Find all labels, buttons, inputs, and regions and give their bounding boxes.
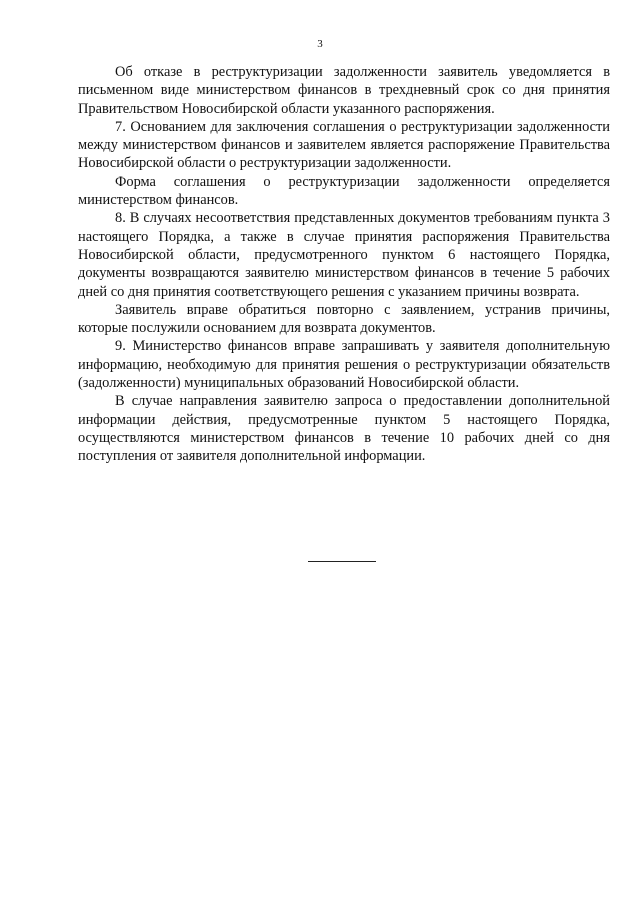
closing-divider xyxy=(308,561,376,562)
paragraph-reapply: Заявитель вправе обратиться повторно с заявлением, устранив причины, которые послужили основанием для возврата документов. xyxy=(78,301,610,337)
paragraph-item-8: 8. В случаях несоответствия представленных документов требованиям пункта 3 настоящего Порядка, а также в случае принятия распоряжения Правительства Новосибирской области, предусмотренного пунктом 6 настоящего Порядка, документы возвращаются заявителю министерством финансов в течение 5 рабочих дней со дня принятия соответствующего решения с указанием причины возврата. xyxy=(78,210,610,300)
paragraph-item-7: 7. Основанием для заключения соглашения о реструктуризации задолженности между министерством финансов и заявителем является распоряжение Правительства Новосибирской области о реструктуризации задолженности. xyxy=(78,118,610,172)
paragraph-item-9: 9. Министерство финансов вправе запрашивать у заявителя дополнительную информацию, необходимую для принятия решения о реструктуризации обязательств (задолженности) муниципальных образований Новосибирской области. xyxy=(78,338,610,392)
paragraph-agreement-form: Форма соглашения о реструктуризации задолженности определяется министерством финансов. xyxy=(78,173,610,209)
document-body xyxy=(78,63,610,466)
paragraph-refusal-notice: Об отказе в реструктуризации задолженности заявитель уведомляется в письменном виде министерством финансов в трехдневный срок со дня принятия Правительством Новосибирской области указанного распоряжения. xyxy=(78,64,610,117)
paragraph-additional-info: В случае направления заявителю запроса о предоставлении дополнительной информации действия, предусмотренные пунктом 5 настоящего Порядка, осуществляются министерством финансов в течение 10 рабочих дней со дня поступления от заявителя дополнительной информации. xyxy=(78,393,610,465)
page-number: 3 xyxy=(317,38,323,50)
